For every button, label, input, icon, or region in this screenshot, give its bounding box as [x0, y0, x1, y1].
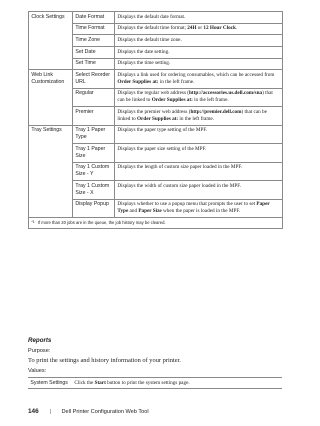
- footer-separator: |: [50, 408, 52, 415]
- description-cell: [115, 23, 283, 35]
- item-cell: Time Zone: [73, 35, 115, 47]
- section-title-reports: Reports: [28, 337, 52, 344]
- text-run: Displays whether to use a popup menu that prompts the user to set: [117, 201, 257, 208]
- text-run: Displays the paper type setting of the MPF.: [117, 127, 208, 134]
- item-cell: Tray 1 Custom Size - Y: [73, 162, 115, 181]
- purpose-label: Purpose:: [28, 348, 51, 354]
- table-row: [29, 70, 283, 89]
- footnote-mark: *1: [31, 219, 35, 224]
- bold-text: Order Supplies at:: [151, 97, 193, 104]
- page-footer: [28, 408, 282, 415]
- item-cell: Set Time: [73, 58, 115, 70]
- text-run: in the left frame.: [158, 78, 195, 85]
- text-run: Displays the regular web address (: [117, 90, 189, 97]
- table-row: [29, 125, 283, 144]
- bold-text: Paper Size: [138, 208, 162, 215]
- text-run: or: [196, 25, 204, 32]
- text-run: Displays the default time zone.: [117, 36, 182, 43]
- description-cell: [115, 199, 283, 218]
- description-cell: [115, 144, 283, 163]
- text-run: Displays the default date format.: [117, 13, 186, 20]
- table-row: [29, 12, 283, 24]
- text-run: Click the: [74, 380, 95, 386]
- description-cell: [115, 88, 283, 107]
- text-run: ) that can be linked to: [117, 90, 273, 104]
- description-cell: [115, 181, 283, 200]
- text-run: .: [235, 25, 238, 32]
- bold-text: Start: [94, 380, 106, 386]
- bold-text: 24H: [187, 25, 197, 32]
- values-item: System Settings: [28, 378, 72, 389]
- bold-text: http://accessories.us.dell.com/sna: [189, 90, 263, 97]
- item-cell: Set Date: [73, 46, 115, 58]
- item-cell: Select Reorder URL: [73, 70, 115, 89]
- description-cell: [115, 107, 283, 126]
- text-run: Displays the time setting.: [117, 60, 171, 67]
- description-cell: [115, 35, 283, 47]
- settings-table: [28, 11, 283, 229]
- text-run: in the left frame.: [192, 97, 229, 104]
- text-run: and: [128, 208, 139, 215]
- bold-text: Order Supplies at:: [117, 78, 159, 85]
- text-run: Displays the premier web address (: [117, 108, 191, 115]
- item-cell: Tray 1 Paper Size: [73, 144, 115, 163]
- footnote-row: [29, 218, 283, 228]
- text-run: Displays the paper size setting of the MPF.: [117, 145, 207, 152]
- footnote-text: If more than 20 jobs are in the queue, the job history may be cleared.: [37, 219, 166, 225]
- purpose-text: To print the settings and history information of your printer.: [28, 357, 181, 364]
- values-row: [28, 378, 282, 389]
- bold-text: http://premier.dell.com: [190, 108, 242, 115]
- page-number: 146: [28, 408, 39, 415]
- values-label: Values:: [28, 368, 47, 374]
- footnote: [29, 218, 283, 228]
- bold-text: 12 Hour Clock: [203, 25, 236, 32]
- item-cell: Time Format: [73, 23, 115, 35]
- bold-text: Paper Type: [117, 201, 270, 215]
- description-cell: [115, 58, 283, 70]
- item-cell: Tray 1 Paper Type: [73, 125, 115, 144]
- group-cell: Web Link Customization: [29, 70, 73, 126]
- values-table: [28, 377, 282, 389]
- text-run: in the left frame.: [178, 115, 214, 122]
- description-cell: [115, 162, 283, 181]
- bold-text: Order Supplies at:: [137, 115, 179, 122]
- text-run: ) that can be linked to: [117, 108, 267, 122]
- item-cell: Regular: [73, 88, 115, 107]
- values-desc: [72, 378, 282, 389]
- text-run: Displays the date setting.: [117, 48, 170, 55]
- description-cell: [115, 46, 283, 58]
- footer-title: Dell Printer Configuration Web Tool: [61, 408, 149, 415]
- text-run: Displays a link used for ordering consumables, which can be accessed from: [117, 71, 275, 78]
- description-cell: [115, 70, 283, 89]
- text-run: Displays the length of custom size paper loaded in the MPF.: [117, 164, 243, 171]
- description-cell: [115, 12, 283, 24]
- text-run: button to print the system settings page.: [105, 380, 190, 386]
- text-run: Displays the width of custom size paper loaded in the MPF.: [117, 182, 242, 189]
- text-run: Displays the default time format;: [117, 25, 188, 32]
- text-run: when the paper is loaded in the MPF.: [161, 208, 241, 215]
- item-cell: Premier: [73, 107, 115, 126]
- item-cell: Tray 1 Custom Size - X: [73, 181, 115, 200]
- group-cell: Clock Settings: [29, 12, 73, 70]
- group-cell: Tray Settings: [29, 125, 73, 218]
- item-cell: Display Popup: [73, 199, 115, 218]
- description-cell: [115, 125, 283, 144]
- item-cell: Date Format: [73, 12, 115, 24]
